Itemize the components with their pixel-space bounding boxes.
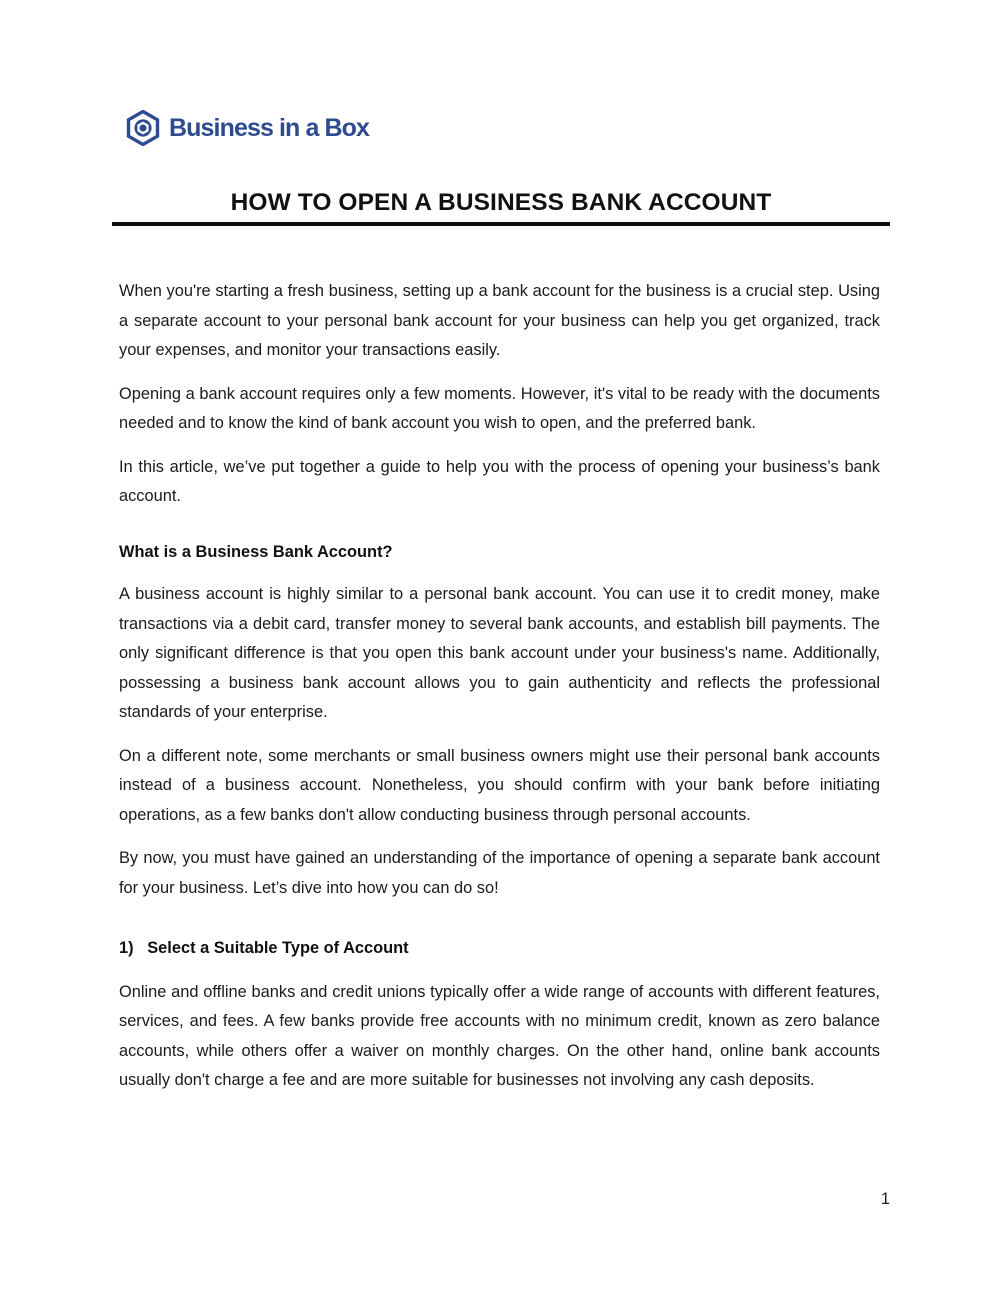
paragraph-definition-3: By now, you must have gained an understanding of the importance of opening a separate bank account for your business. Let’s dive into how you can do so!	[119, 849, 880, 897]
page-title: HOW TO OPEN A BUSINESS BANK ACCOUNT	[230, 189, 772, 216]
paragraph-step-1: Online and offline banks and credit unions typically offer a wide range of accounts with different features, services, and fees. A few banks provide free accounts with no minimum credit, known as zero balance accounts, while others offer a waiver on monthly charges. On the other hand, online bank accounts usually don't charge a fee and are more suitable for businesses not involving any cash deposits.	[119, 982, 880, 1089]
title-divider	[112, 222, 890, 226]
brand-logo	[126, 110, 369, 146]
document-body	[119, 277, 880, 1096]
section-heading-select-a-suitable-type-of-account: 1) Select a Suitable Type of Account	[119, 939, 409, 957]
paragraph-intro-1: When you're starting a fresh business, setting up a bank account for the business is a crucial step. Using a separate account to your personal bank account for your business can help you get organized, track your expenses, and monitor your transactions easily.	[119, 282, 880, 359]
hexagon-logo-icon	[126, 110, 160, 146]
paragraph-definition-2: On a different note, some merchants or small business owners might use their personal bank accounts instead of a business account. Nonetheless, you should confirm with your bank before initiating operations, as a few banks don't allow conducting business through personal accounts.	[119, 746, 880, 824]
page-number: 1	[880, 1190, 890, 1208]
brand-logo-text: Business in a Box	[169, 113, 370, 142]
paragraph-intro-2: Opening a bank account requires only a few moments. However, it's vital to be ready with the documents needed and to know the kind of bank account you wish to open, and the preferred bank.	[119, 384, 880, 432]
paragraph-definition-1: A business account is highly similar to a personal bank account. You can use it to credit money, make transactions via a debit card, transfer money to several bank accounts, and establish bill payments. The only significant difference is that you open this bank account under your business's name. Additionally, possessing a business bank account allows you to gain authenticity and reflects the professional standards of your enterprise.	[119, 585, 880, 721]
section-heading-what-is-a-business-bank-account: What is a Business Bank Account?	[119, 542, 393, 561]
paragraph-intro-3: In this article, we’ve put together a guide to help you with the process of opening your business’s bank account.	[119, 457, 880, 505]
